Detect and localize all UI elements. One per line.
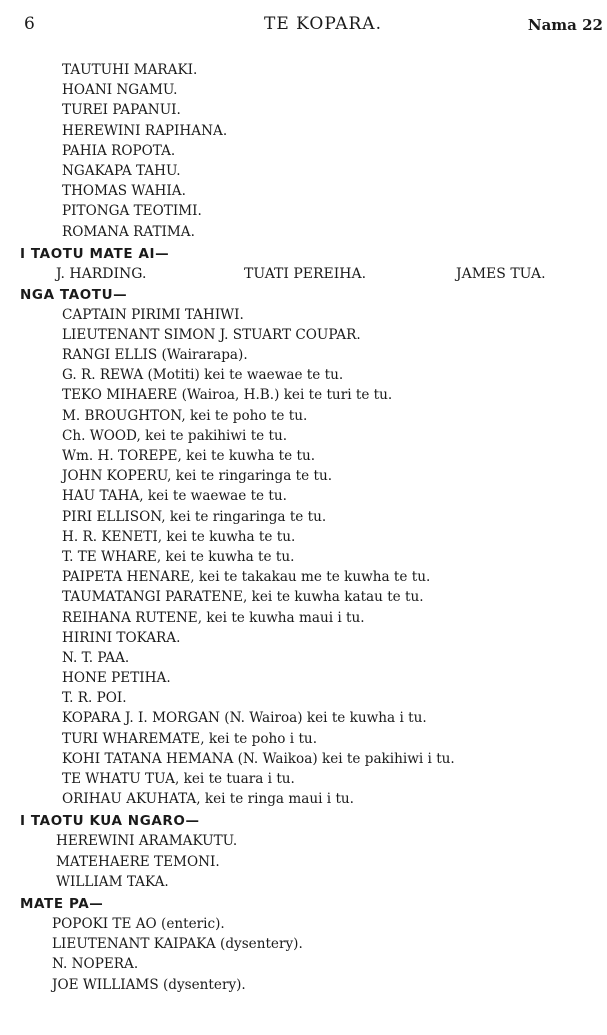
intro-name-list (20, 60, 601, 242)
section-mate-pa (20, 894, 601, 995)
list-item: WILLIAM TAKA. (56, 873, 169, 890)
list-item: TUATI PEREIHA. (244, 265, 367, 282)
name-row (20, 264, 601, 285)
list-item: Ch. WOOD, kei te pakihiwi te tu. (62, 427, 288, 444)
list-item: G. R. REWA (Motiti) kei te waewae te tu. (62, 367, 344, 384)
list-item: JAMES TUA. (456, 265, 546, 282)
list-item: HIRINI TOKARA. (62, 629, 181, 646)
page-content (20, 60, 601, 995)
list-item: LIEUTENANT SIMON J. STUART COUPAR. (62, 326, 361, 343)
section-taotu-kua-ngaro (20, 811, 601, 892)
list-item: HAU TAHA, kei te waewae te tu. (62, 488, 287, 505)
list-item: PITONGA TEOTIMI. (62, 203, 202, 220)
wounded-list (20, 305, 601, 810)
list-item: TEKO MIHAERE (Wairoa, H.B.) kei te turi te tu. (62, 387, 393, 404)
list-item: MATEHAERE TEMONI. (56, 853, 220, 870)
list-item: THOMAS WAHIA. (62, 183, 186, 200)
list-item: CAPTAIN PIRIMI TAHIWI. (62, 306, 244, 323)
list-item: TURI WHAREMATE, kei te poho i tu. (62, 730, 318, 747)
list-item: HEREWINI ARAMAKUTU. (56, 833, 238, 850)
list-item: ROMANA RATIMA. (62, 223, 195, 240)
list-item: LIEUTENANT KAIPAKA (dysentery). (52, 936, 303, 953)
section-heading: I TAOTU MATE AI— (20, 245, 170, 262)
list-item: N. NOPERA. (52, 956, 139, 973)
list-item: JOE WILLIAMS (dysentery). (52, 976, 246, 993)
page-title: TE KOPARA. (264, 14, 382, 34)
disease-list (20, 914, 601, 995)
list-item: HONE PETIHA. (62, 670, 171, 687)
list-item: TE WHATU TUA, kei te tuara i tu. (62, 771, 295, 787)
missing-list (20, 831, 601, 892)
list-item: KOPARA J. I. MORGAN (N. Wairoa) kei te kuwha i tu. (62, 710, 427, 727)
list-item: JOHN KOPERU, kei te ringaringa te tu. (62, 468, 333, 485)
section-heading: NGA TAOTU— (20, 286, 128, 303)
list-item: HOANI NGAMU. (62, 82, 178, 99)
list-item: TUREI PAPANUI. (62, 102, 181, 119)
list-item: T. TE WHARE, kei te kuwha te tu. (62, 548, 295, 565)
section-heading: MATE PA— (20, 895, 104, 912)
list-item: T. R. POI. (62, 690, 127, 707)
list-item: Wm. H. TOREPE, kei te kuwha te tu. (62, 448, 316, 464)
list-item: PAHIA ROPOTA. (62, 142, 176, 159)
list-item: N. T. PAA. (62, 649, 130, 666)
list-item: J. HARDING. (56, 265, 147, 282)
list-item: TAUMATANGI PARATENE, kei te kuwha katau te tu. (62, 589, 424, 606)
section-taotu-mate-ai (20, 244, 601, 285)
list-item: TAUTUHI MARAKI. (62, 62, 198, 78)
list-item: NGAKAPA TAHU. (62, 162, 181, 179)
list-item: REIHANA RUTENE, kei te kuwha maui i tu. (62, 609, 365, 626)
list-item: KOHI TATANA HEMANA (N. Waikoa) kei te pakihiwi i tu. (62, 750, 455, 767)
list-item: POPOKI TE AO (enteric). (52, 915, 225, 932)
list-item: PAIPETA HENARE, kei te takakau me te kuwha te tu. (62, 569, 431, 586)
list-item: HEREWINI RAPIHANA. (62, 122, 228, 139)
page-number: 6 (24, 14, 35, 34)
list-item: PIRI ELLISON, kei te ringaringa te tu. (62, 508, 327, 525)
page-header (24, 14, 603, 40)
issue-number: Nama 22 (527, 16, 603, 34)
section-heading: I TAOTU KUA NGARO— (20, 813, 200, 830)
section-nga-taotu (20, 285, 601, 810)
list-item: ORIHAU AKUHATA, kei te ringa maui i tu. (62, 791, 354, 808)
list-item: H. R. KENETI, kei te kuwha te tu. (62, 528, 296, 545)
list-item: M. BROUGHTON, kei te poho te tu. (62, 407, 308, 424)
list-item: RANGI ELLIS (Wairarapa). (62, 347, 248, 364)
